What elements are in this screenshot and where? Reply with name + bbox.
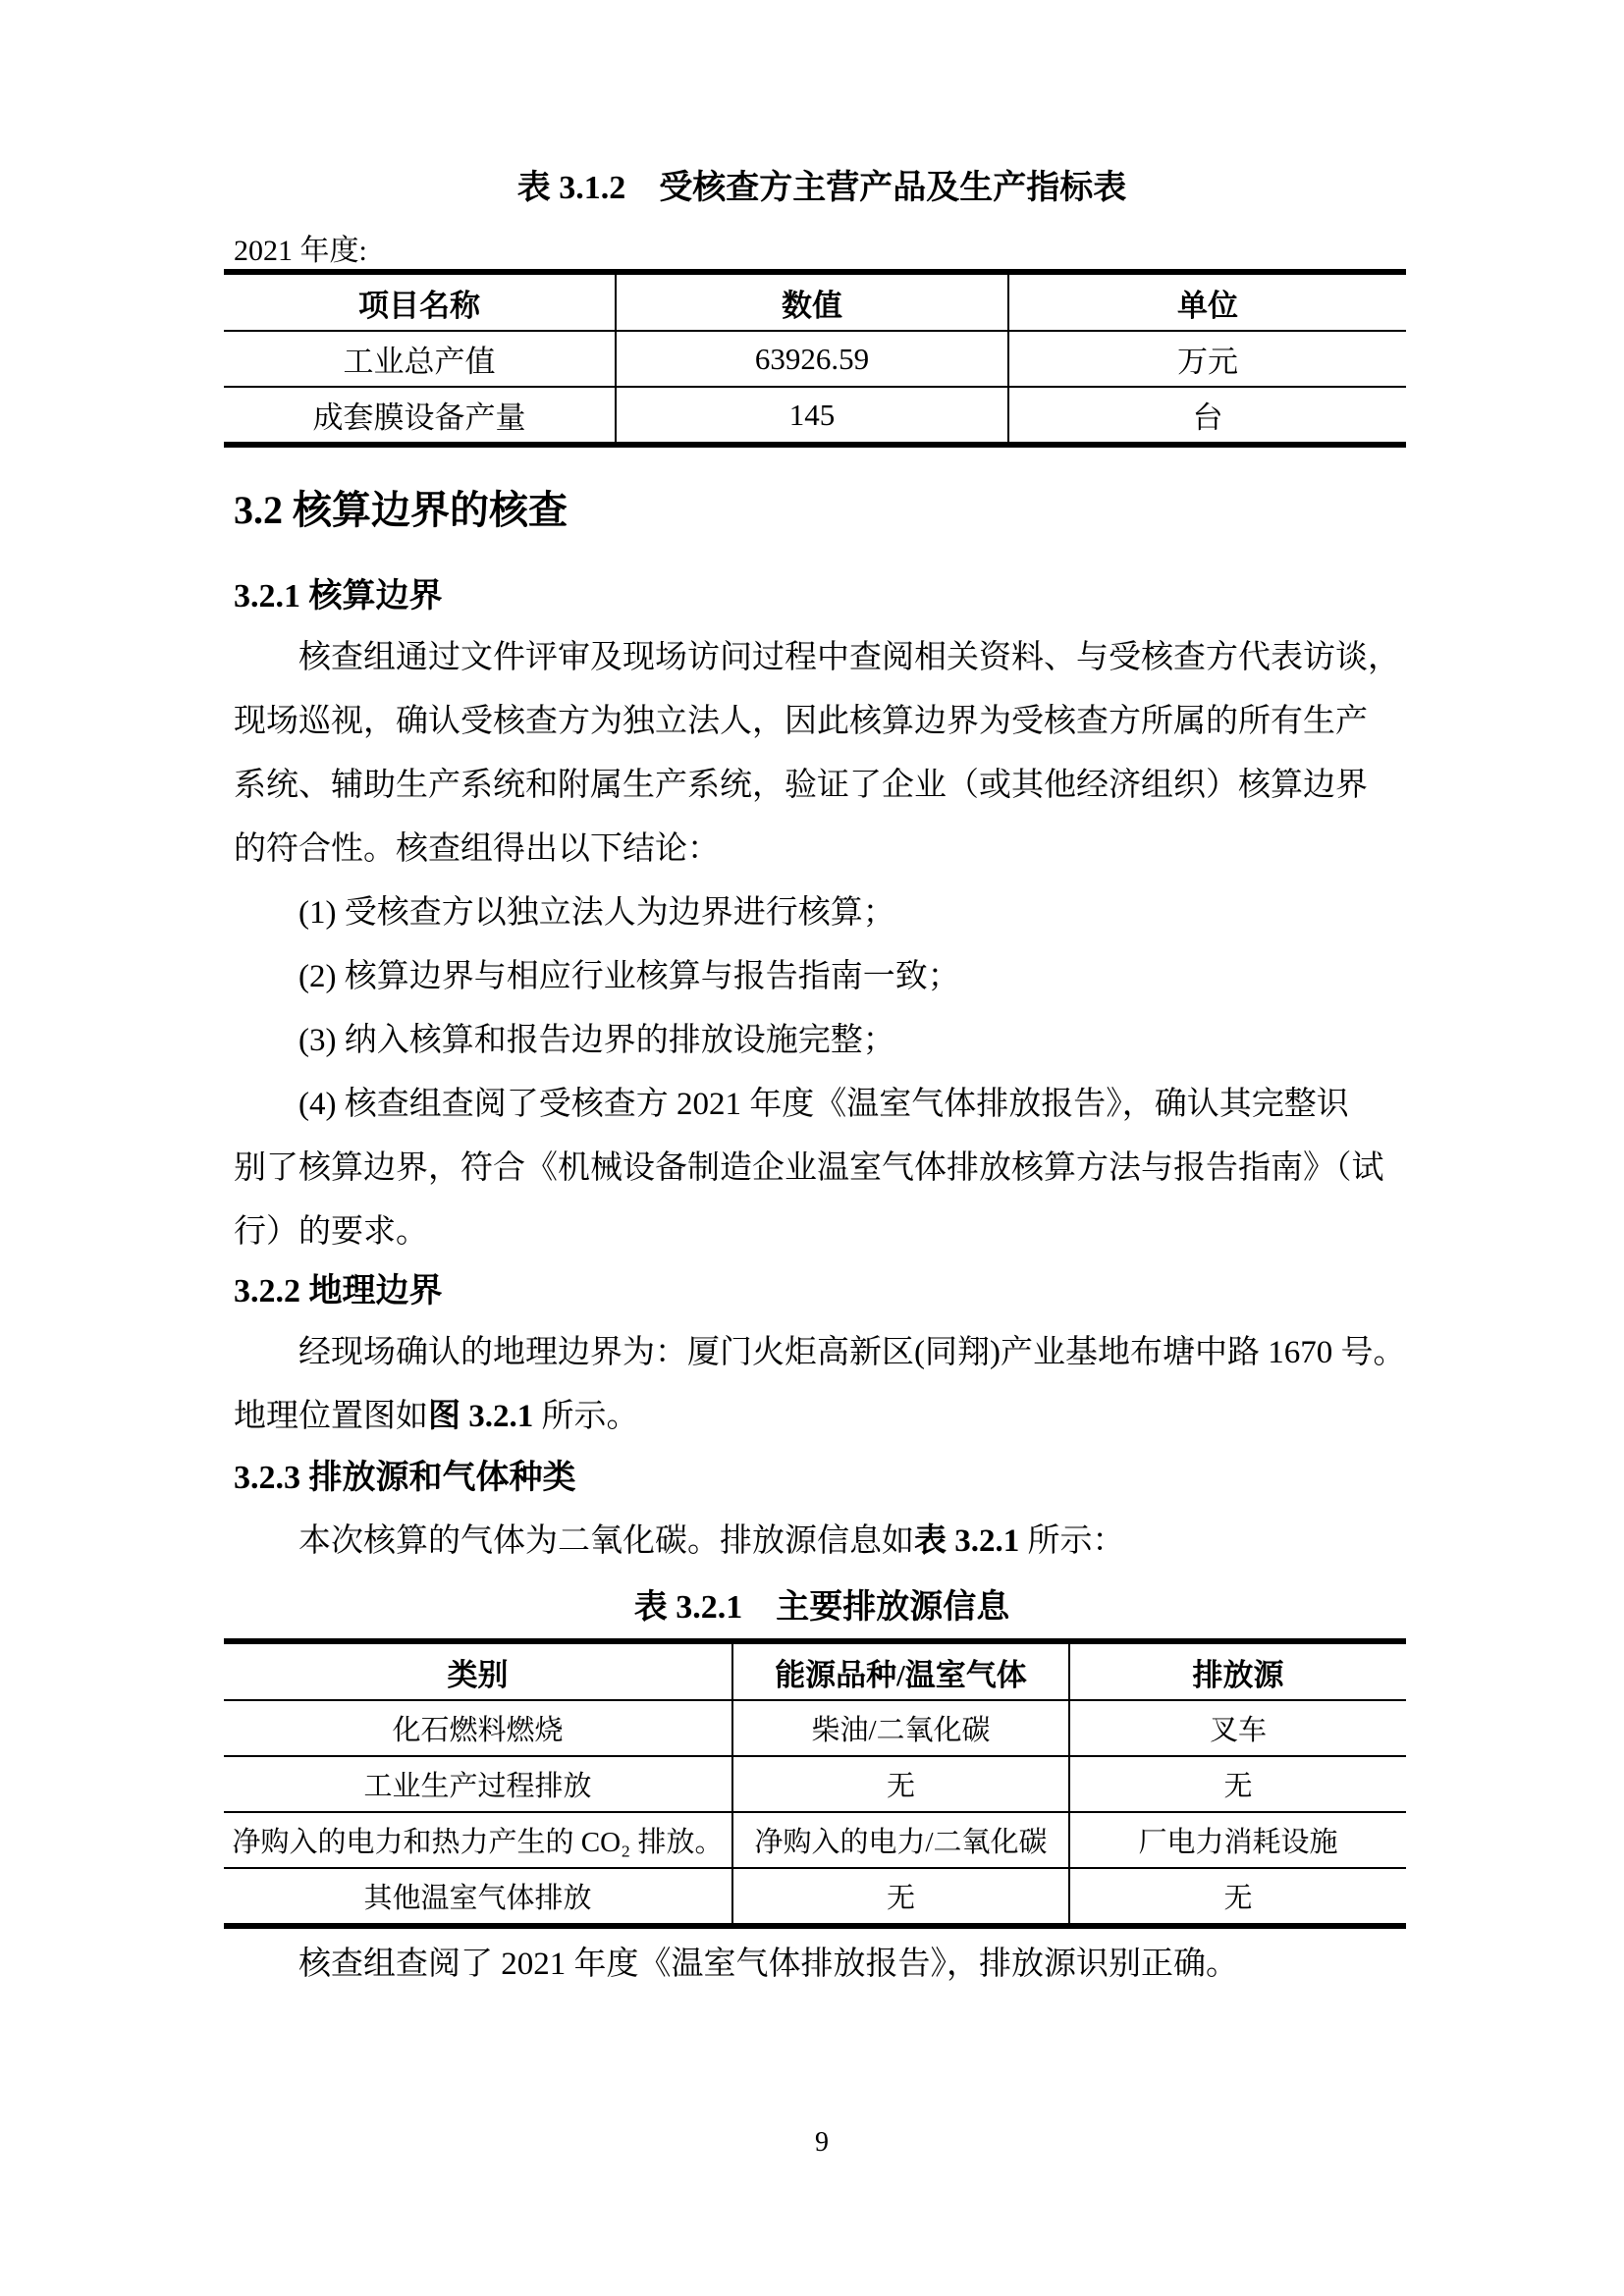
body-line: 经现场确认的地理边界为：厦门火炬高新区(同翔)产业基地布塘中路 1670 号。 (298, 1335, 1406, 1370)
section-title-3-2-1: 3.2.1 核算边界 (234, 578, 443, 614)
list-item: (3) 纳入核算和报告边界的排放设施完整； (298, 1023, 895, 1058)
cell: 化石燃料燃烧 (392, 1715, 564, 1746)
cell: 成套膜设备产量 (312, 400, 526, 435)
table-3-2-1 (224, 1638, 1406, 1929)
cell: 无 (1069, 1756, 1406, 1812)
column-header: 单位 (1008, 272, 1406, 331)
section-title-3-2: 3.2 核算边界的核查 (234, 488, 568, 532)
body-line (234, 1385, 1410, 1449)
table-3-2-1-caption: 表 3.2.1 主要排放源信息 (633, 1589, 1010, 1626)
column-header: 类别 (447, 1657, 509, 1692)
body-line: 别了核算边界，符合《机械设备制造企业温室气体排放核算方法与报告指南》（试 (234, 1150, 1384, 1186)
table-3-1-2 (224, 269, 1406, 448)
cell: 工业总产值 (343, 345, 496, 379)
paragraph-3-2-2 (234, 1321, 1410, 1449)
cell: 台 (1008, 387, 1406, 445)
table-header-row (224, 272, 1406, 331)
table-reference: 表 3.2.1 (914, 1523, 1020, 1559)
table-row (224, 1700, 1406, 1756)
column-header: 数值 (616, 272, 1008, 331)
body-line: 行）的要求。 (234, 1214, 428, 1250)
closing-paragraph (234, 1933, 1410, 1997)
table-row (224, 331, 1406, 387)
cell: 无 (732, 1756, 1069, 1812)
body-line: 核查组通过文件评审及现场访问过程中查阅相关资料、与受核查方代表访谈， (298, 640, 1400, 675)
cell: 万元 (1008, 331, 1406, 387)
year-label: 2021 年度: (234, 235, 367, 267)
table-row (224, 1756, 1406, 1812)
cell: 145 (616, 387, 1008, 445)
column-header: 能源品种/温室气体 (732, 1641, 1069, 1700)
body-text: 所示。 (533, 1399, 639, 1434)
table-3-1-2-caption: 表 3.1.2 受核查方主营产品及生产指标表 (516, 170, 1127, 206)
cell: 63926.59 (616, 331, 1008, 387)
section-title-3-2-3: 3.2.3 排放源和气体种类 (234, 1460, 576, 1496)
table-3-2-1-wrapper (234, 1638, 1410, 1929)
cell: 叉车 (1069, 1700, 1406, 1756)
column-header: 排放源 (1069, 1641, 1406, 1700)
body-line: 核查组查阅了 2021 年度《温室气体排放报告》，排放源识别正确。 (298, 1947, 1238, 1982)
figure-reference: 图 3.2.1 (428, 1399, 534, 1434)
body-text: 地理位置图如 (234, 1399, 428, 1434)
cell: 净购入的电力/二氧化碳 (732, 1812, 1069, 1868)
cell: 工业生产过程排放 (363, 1771, 592, 1802)
cell: 净购入的电力和热力产生的 CO₂ 排放。 (232, 1827, 724, 1858)
cell: 厂电力消耗设施 (1069, 1812, 1406, 1868)
table-row (224, 1812, 1406, 1868)
body-line: 系统、辅助生产系统和附属生产系统，验证了企业（或其他经济组织）核算边界 (234, 768, 1368, 803)
cell: 无 (1069, 1868, 1406, 1926)
body-text: 所示： (1019, 1523, 1125, 1559)
body-line: 现场巡视，确认受核查方为独立法人，因此核算边界为受核查方所属的所有生产 (234, 704, 1368, 739)
list-item: (4) 核查组查阅了受核查方 2021 年度《温室气体排放报告》，确认其完整识 (298, 1087, 1349, 1122)
list-item: (2) 核算边界与相应行业核算与报告指南一致； (298, 959, 960, 994)
body-line: 的符合性。核查组得出以下结论： (234, 831, 720, 867)
column-header: 项目名称 (358, 288, 480, 323)
list-item: (1) 受核查方以独立法人为边界进行核算； (298, 895, 895, 931)
cell: 其他温室气体排放 (363, 1883, 592, 1914)
table-row (224, 387, 1406, 445)
cell: 无 (732, 1868, 1069, 1926)
body-line (234, 1510, 1410, 1574)
paragraph-3-2-3 (234, 1510, 1410, 1574)
table-header-row (224, 1641, 1406, 1700)
body-text: 本次核算的气体为二氧化碳。排放源信息如 (298, 1523, 914, 1559)
section-title-3-2-2: 3.2.2 地理边界 (234, 1273, 443, 1309)
paragraph-3-2-1 (234, 626, 1410, 1264)
table-row (224, 1868, 1406, 1926)
page-number: 9 (815, 2127, 829, 2158)
cell: 柴油/二氧化碳 (732, 1700, 1069, 1756)
